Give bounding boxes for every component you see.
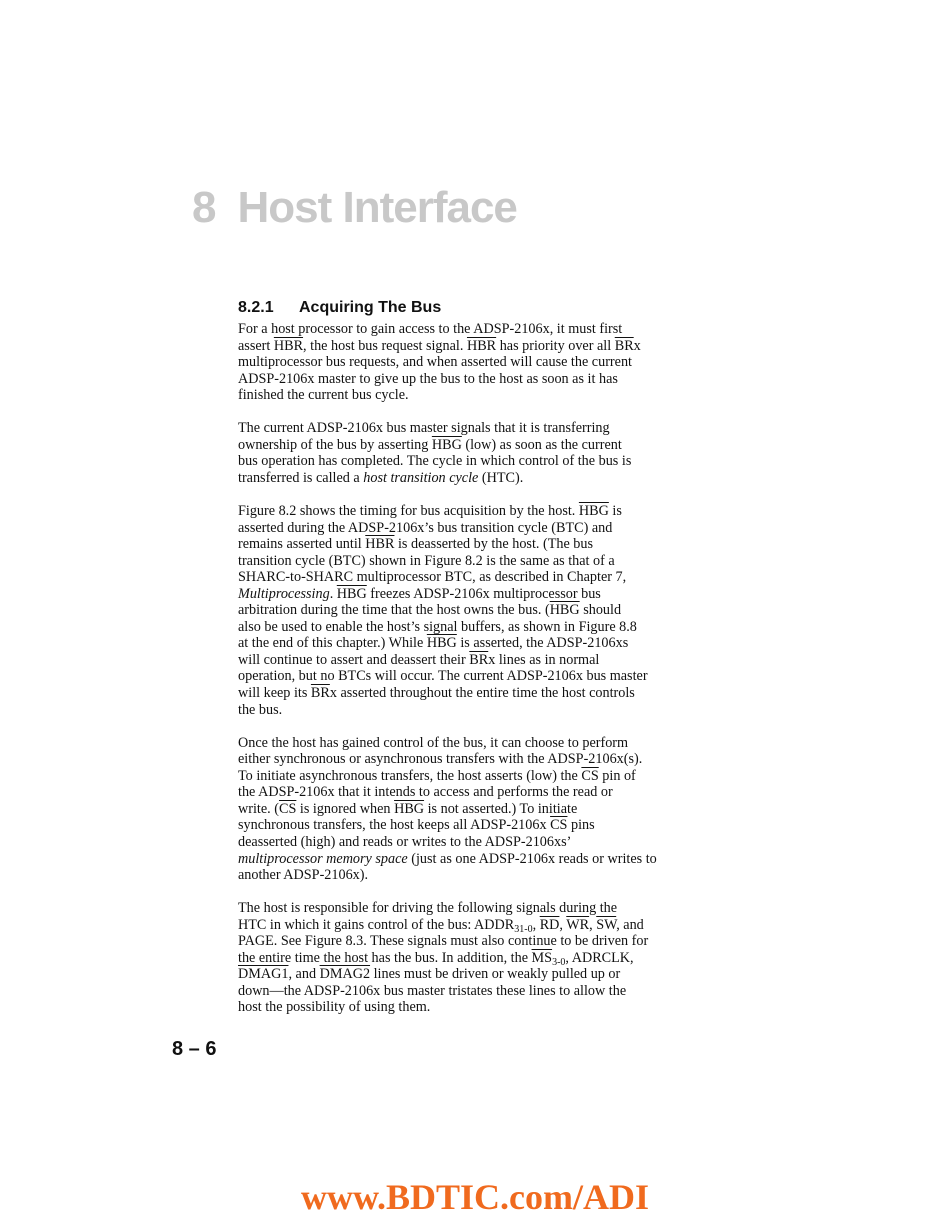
emphasis-term: multiprocessor memory space <box>238 850 408 867</box>
emphasis-term: Multiprocessing <box>238 585 330 602</box>
text-line: deasserted (high) and reads or writes to the ADSP-2106xs’ <box>238 833 572 850</box>
paragraph <box>238 420 724 486</box>
section-number: 8.2.1 <box>238 299 274 316</box>
text-line: down—the ADSP-2106x bus master tristates these lines to allow the <box>238 982 627 999</box>
text-line: HTC in which it gains control of the bus: $ADDR_{31-0}$, $\overline{RD}$, $\overline{WR}$, $\overline{SW}$, and <box>238 916 644 935</box>
text-line: write. ($\overline{CS}$ is ignored when $\overline{HBG}$ is not asserted.) To initiate <box>238 800 578 817</box>
body-text <box>238 321 724 1033</box>
text-line: Multiprocessing. $\overline{HBG}$ freezes ADSP-2106x multiprocessor bus <box>238 585 601 602</box>
text-line: PAGE. See Figure 8.3. These signals must also continue to be driven for <box>238 933 649 950</box>
text-line: arbitration during the time that the host owns the bus. ($\overline{HBG}$ should <box>238 602 622 619</box>
signal-cs: $\overline{CS}$ <box>581 767 599 784</box>
signal-hbr: $\overline{HBR}$ <box>273 337 304 354</box>
signal-br: $\overline{BR}$ <box>469 651 489 668</box>
text-line: For a host processor to gain access to the ADSP-2106x, it must first <box>238 321 623 337</box>
signal-sw: $\overline{SW}$ <box>596 916 617 933</box>
signal-wr: $\overline{WR}$ <box>566 916 590 933</box>
text-line: will keep its $\overline{BR}x$ asserted throughout the entire time the host controls <box>238 685 635 702</box>
signal-br: $\overline{BR}$ <box>310 685 330 702</box>
signal-hbg: $\overline{HBG}$ <box>336 585 367 602</box>
text-line: operation, but no BTCs will occur. The current ADSP-2106x bus master <box>238 668 648 685</box>
text-line: will continue to assert and deassert their $\overline{BR}x$ lines as in normal <box>238 651 600 668</box>
paragraph <box>238 321 724 404</box>
text-line: bus operation has completed. The cycle in which control of the bus is <box>238 453 632 470</box>
section-title: Acquiring The Bus <box>299 299 442 316</box>
paragraph <box>238 735 724 884</box>
text-line: multiprocessor bus requests, and when asserted will cause the current <box>238 354 632 371</box>
signal-hbg: $\overline{HBG}$ <box>578 503 609 520</box>
text-line: To initiate asynchronous transfers, the host asserts (low) the $\overline{CS}$ pin of <box>238 767 636 784</box>
text-line: DMAG1, and DMAG2 lines must be driven or weakly pulled up or <box>238 966 621 983</box>
watermark-link[interactable]: www.BDTIC.com/ADI <box>300 1177 649 1217</box>
signal-hbr: $\overline{HBR}$ <box>365 536 395 553</box>
signal-ms: $\overline{MS}$ <box>531 949 553 966</box>
text-line: The host is responsible for driving the following signals during the <box>238 900 618 917</box>
text-line: the ADSP-2106x that it intends to access and performs the read or <box>238 784 613 801</box>
chapter-title: Host Interface <box>237 183 517 232</box>
text-line: transferred is called a host transition cycle (HTC). <box>238 469 524 486</box>
text-line: either synchronous or asynchronous transfers with the ADSP-2106x(s). <box>238 751 643 768</box>
paragraph <box>238 900 724 1016</box>
text-line: at the end of this chapter.) While $\overline{HBG}$ is asserted, the ADSP-2106xs <box>238 635 629 652</box>
text-line: asserted during the ADSP-2106x’s bus transition cycle (BTC) and <box>238 519 613 536</box>
signal-hbr: $\overline{HBR}$ <box>466 337 497 354</box>
text-line: synchronous transfers, the host keeps all ADSP-2106x $\overline{CS}$ pins <box>238 817 595 834</box>
signal-hbg: $\overline{HBG}$ <box>431 436 462 453</box>
subscript: 31-0 <box>514 923 533 935</box>
text-line: assert $\overline{HBR}$, the host bus request signal. $\overline{HBR}$ has priority over all $\overline{BR}x$ <box>238 337 641 354</box>
emphasis-term: host transition cycle <box>363 469 479 486</box>
signal-rd: $\overline{RD}$ <box>539 916 560 933</box>
text-line: The current ADSP-2106x bus master signals that it is transferring <box>238 420 610 437</box>
signal-br: $\overline{BR}$ <box>614 337 634 354</box>
subscript: 3-0 <box>552 956 566 968</box>
text-line: multiprocessor memory space (just as one ADSP-2106x reads or writes to <box>238 850 657 867</box>
paragraph <box>238 503 724 718</box>
text-line: the entire time the host has the bus. In addition, the $\overline{MS}_{3-0}$, ADRCLK, <box>238 949 634 968</box>
signal-cs: $\overline{CS}$ <box>278 800 297 817</box>
chapter-number: 8 <box>192 183 216 232</box>
chapter-heading <box>192 183 517 233</box>
text-line: finished the current bus cycle. <box>238 387 409 404</box>
text-line: SHARC-to-SHARC multiprocessor BTC, as described in Chapter 7, <box>238 569 627 586</box>
signal-hbg: $\overline{HBG}$ <box>394 800 425 817</box>
text-line: transition cycle (BTC) shown in Figure 8.2 is the same as that of a <box>238 552 615 569</box>
section-heading <box>238 299 441 317</box>
page-number: 8 – 6 <box>172 1038 217 1060</box>
text-line: Once the host has gained control of the bus, it can choose to perform <box>238 734 629 751</box>
text-line: remains asserted until $\overline{HBR}$ is deasserted by the host. (The bus <box>238 536 594 553</box>
text-line: ownership of the bus by asserting $\overline{HBG}$ (low) as soon as the current <box>238 436 622 453</box>
text-line: another ADSP-2106x). <box>238 867 369 884</box>
text-line: also be used to enable the host’s signal buffers, as shown in Figure 8.8 <box>238 618 637 635</box>
signal-hbg: $\overline{HBG}$ <box>549 602 580 619</box>
signal-cs: $\overline{CS}$ <box>550 817 568 834</box>
signal-hbg: $\overline{HBG}$ <box>426 635 457 652</box>
text-line: ADSP-2106x master to give up the bus to the host as soon as it has <box>238 370 618 387</box>
text-line: Figure 8.2 shows the timing for bus acquisition by the host. $\overline{HBG}$ is <box>238 503 622 520</box>
signal-dmag1: DMAG1 <box>238 966 289 983</box>
signal-dmag2: DMAG2 <box>319 966 371 983</box>
text-line: the bus. <box>238 701 283 718</box>
text-line: host the possibility of using them. <box>238 999 431 1016</box>
